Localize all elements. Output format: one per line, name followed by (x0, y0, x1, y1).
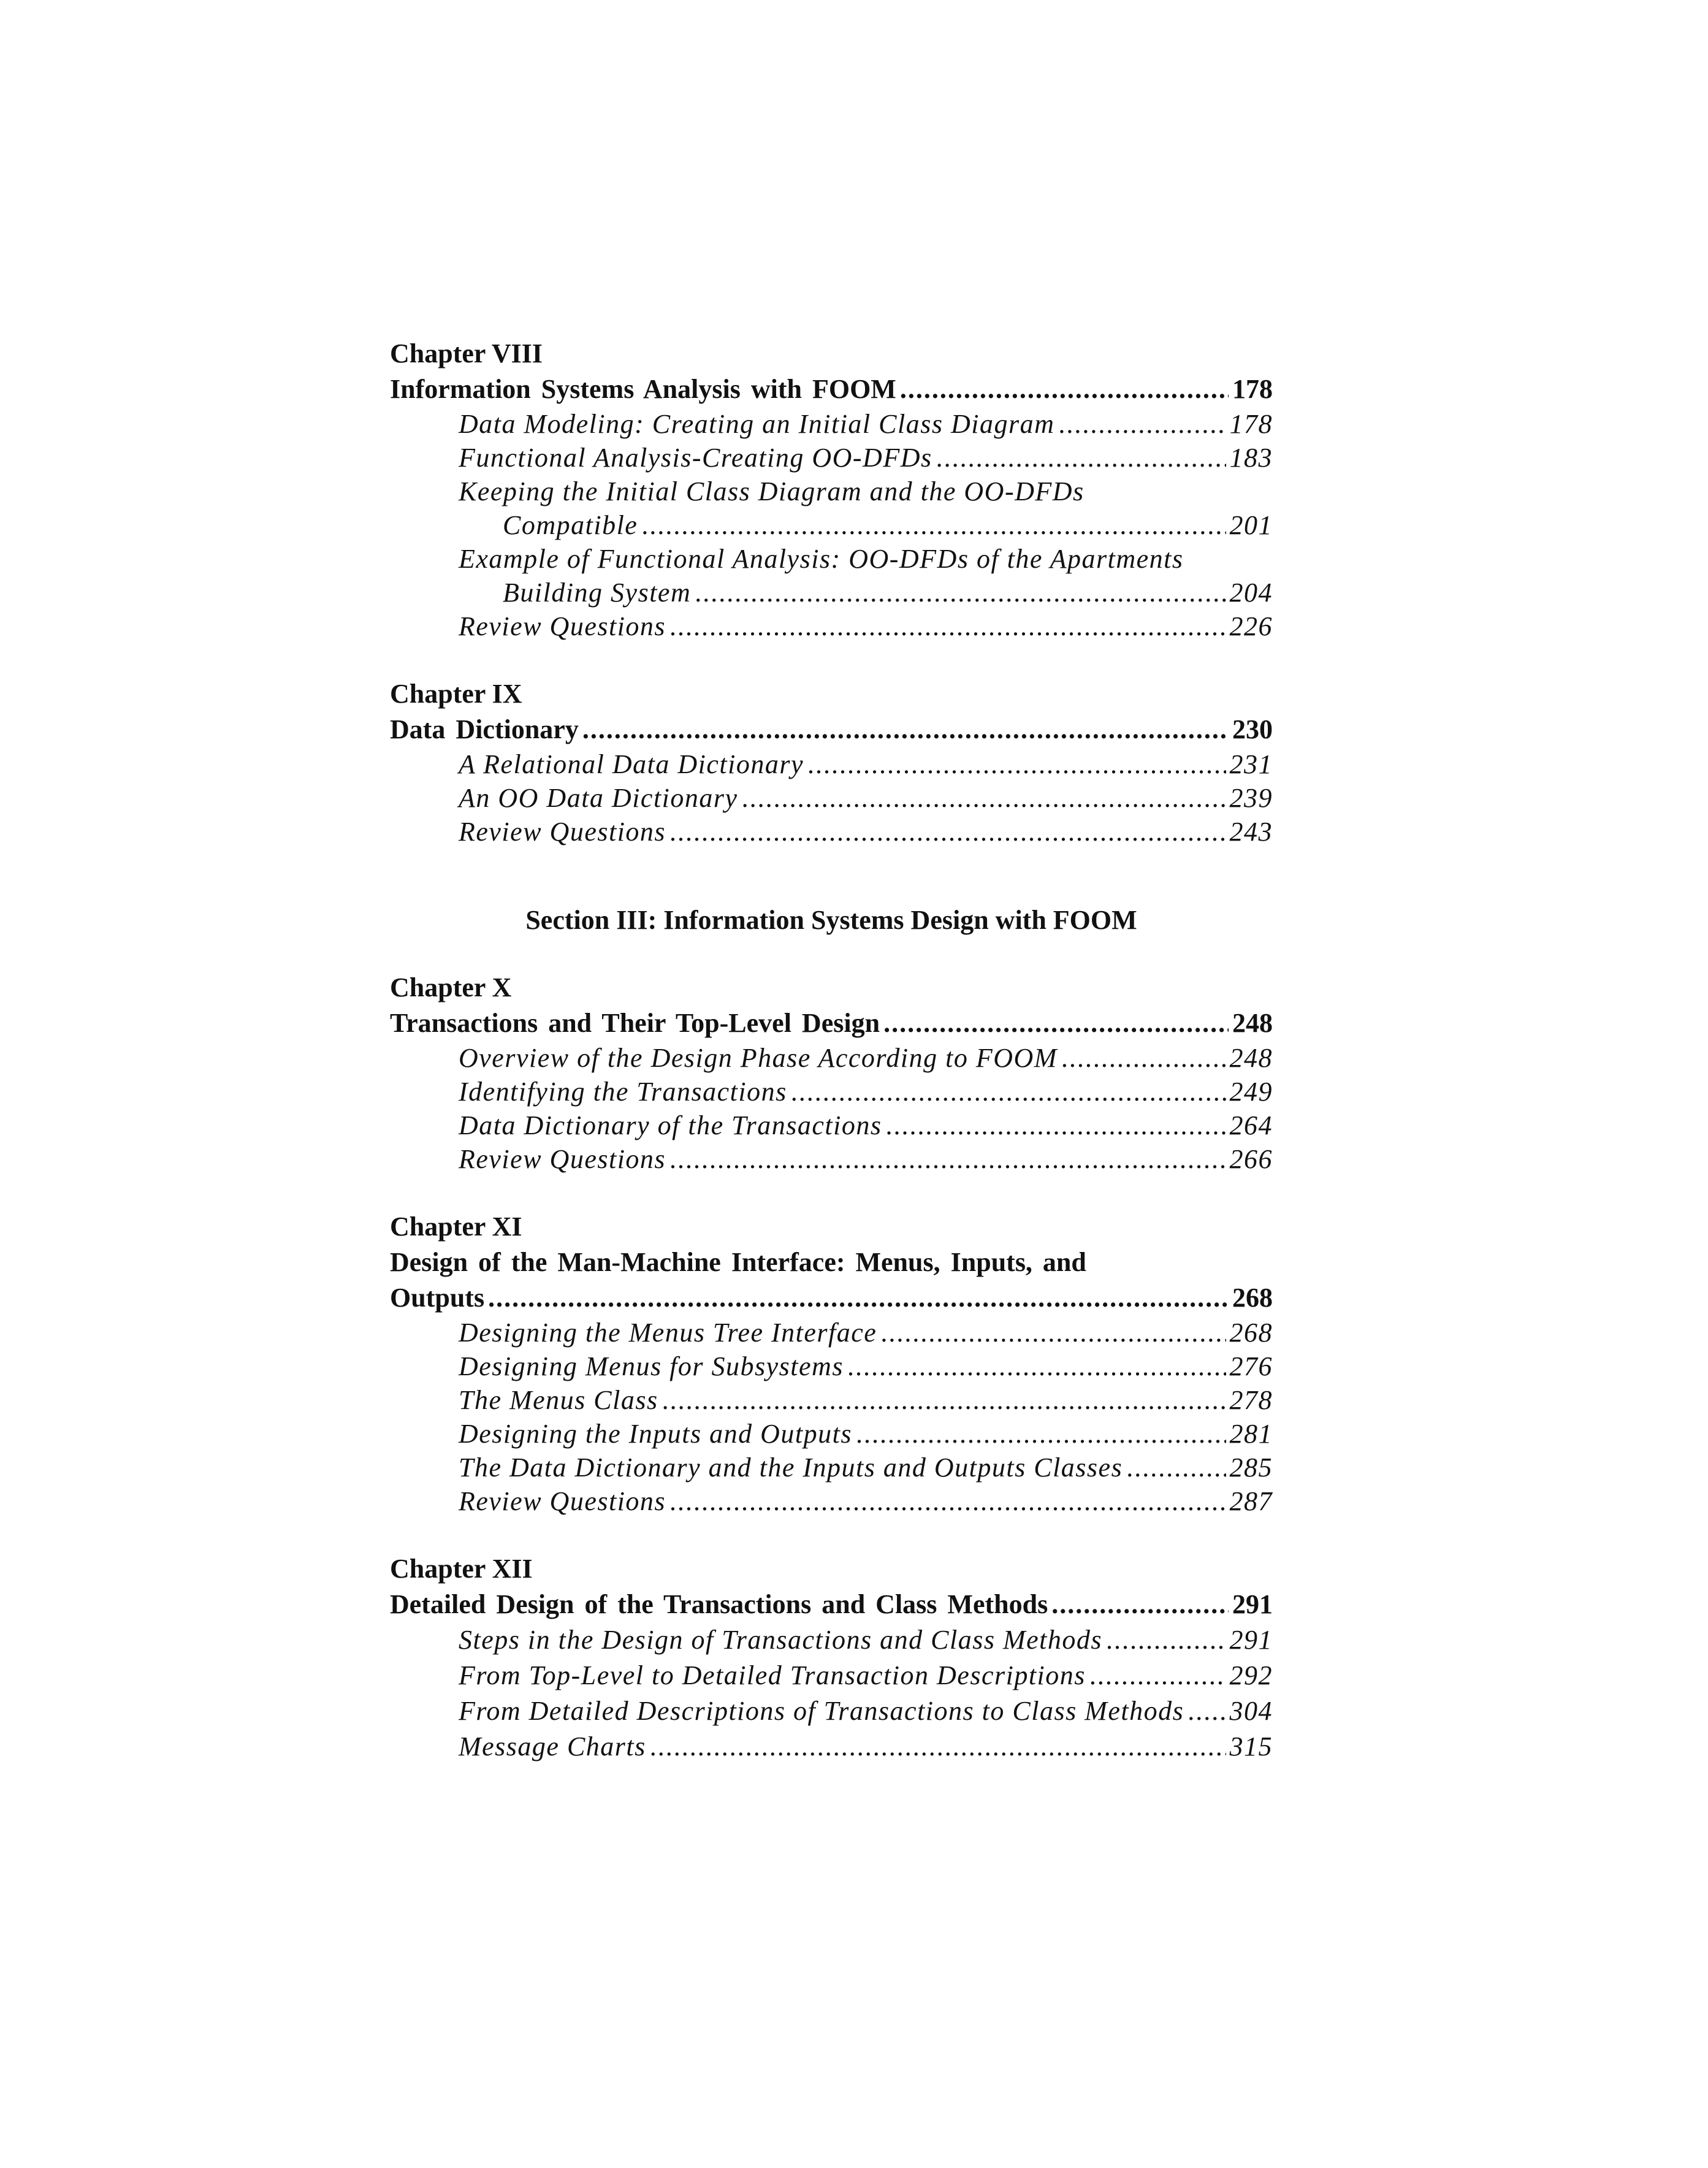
chapter-title: Detailed Design of the Transactions and Class Methods (390, 1589, 1048, 1619)
dot-leader (669, 1484, 1226, 1518)
page-number: 226 (1229, 611, 1273, 641)
page-number: 291 (1229, 1625, 1273, 1655)
entry-title: Review Questions (459, 817, 666, 847)
dot-leader (488, 1280, 1229, 1316)
toc-entry[interactable] (390, 781, 1273, 815)
chapter-title-line[interactable] (390, 372, 1273, 407)
entry-title: Review Questions (459, 611, 666, 641)
entry-title: Data Dictionary of the Transactions (459, 1110, 882, 1140)
toc-entry[interactable] (390, 407, 1273, 441)
spacer (390, 849, 1273, 903)
chapter-label: Chapter IX (390, 679, 522, 709)
page-number: 183 (1229, 443, 1273, 473)
page-number: 204 (1229, 578, 1273, 608)
page-number: 178 (1229, 409, 1273, 439)
toc-entry[interactable] (390, 1622, 1273, 1658)
dot-leader (650, 1729, 1226, 1765)
page-number: 285 (1229, 1452, 1273, 1483)
toc-entry-continuation[interactable] (390, 576, 1273, 609)
page-number: 201 (1229, 510, 1273, 540)
chapter-block-8 (390, 336, 1273, 643)
chapter-label: Chapter X (390, 972, 512, 1002)
dot-leader (847, 1349, 1226, 1383)
dot-leader (669, 815, 1226, 849)
toc-entry[interactable] (390, 1729, 1273, 1765)
dot-leader (807, 747, 1226, 781)
page-number: 287 (1229, 1486, 1273, 1516)
entry-title: Designing the Inputs and Outputs (459, 1419, 852, 1449)
dot-leader (1106, 1622, 1226, 1658)
dot-leader (1051, 1587, 1229, 1622)
toc-entry[interactable] (390, 1417, 1273, 1451)
dot-leader (880, 1316, 1226, 1349)
chapter-title-line[interactable] (390, 712, 1273, 747)
page-number: 178 (1232, 374, 1273, 404)
spacer (390, 938, 1273, 970)
page-number: 315 (1229, 1731, 1273, 1762)
toc-entry-first-line[interactable] (390, 542, 1273, 576)
dot-leader (669, 1142, 1226, 1176)
table-of-contents (390, 336, 1273, 1765)
toc-entry-first-line[interactable] (390, 475, 1273, 508)
chapter-title-line[interactable] (390, 1006, 1273, 1041)
toc-entry[interactable] (390, 1658, 1273, 1693)
page-number: 268 (1229, 1318, 1273, 1348)
entry-title: A Relational Data Dictionary (459, 749, 804, 779)
page-number: 248 (1229, 1043, 1273, 1073)
dot-leader (1188, 1693, 1226, 1729)
toc-entry[interactable] (390, 747, 1273, 781)
dot-leader (1126, 1451, 1226, 1484)
dot-leader (1061, 1041, 1226, 1075)
section-heading: Section III: Information Systems Design with FOOM (525, 905, 1137, 935)
toc-entry[interactable] (390, 1041, 1273, 1075)
entry-title: Designing Menus for Subsystems (459, 1351, 844, 1381)
page-number: 266 (1229, 1144, 1273, 1174)
chapter-label: Chapter XII (390, 1554, 533, 1584)
dot-leader (641, 508, 1226, 542)
chapter-title: Transactions and Their Top-Level Design (390, 1008, 880, 1038)
entry-title: Review Questions (459, 1144, 666, 1174)
chapter-block-9 (390, 676, 1273, 849)
chapter-block-10 (390, 970, 1273, 1176)
dot-leader (936, 441, 1226, 475)
entry-title: Keeping the Initial Class Diagram and the OO-DFDs (459, 476, 1085, 506)
spacer (390, 1518, 1273, 1551)
page-number: 230 (1232, 714, 1273, 744)
chapter-block-11 (390, 1209, 1273, 1518)
page-number: 276 (1229, 1351, 1273, 1381)
page-number: 264 (1229, 1110, 1273, 1140)
dot-leader (742, 781, 1226, 815)
toc-entry[interactable] (390, 1109, 1273, 1142)
chapter-block-12 (390, 1551, 1273, 1765)
dot-leader (695, 576, 1226, 609)
toc-entry[interactable] (390, 1383, 1273, 1417)
toc-entry[interactable] (390, 1316, 1273, 1349)
dot-leader (1058, 407, 1226, 441)
toc-entry-continuation[interactable] (390, 508, 1273, 542)
dot-leader (856, 1417, 1226, 1451)
page-number: 239 (1229, 783, 1273, 813)
entry-title: Building System (503, 578, 692, 608)
entry-title: The Menus Class (459, 1385, 658, 1415)
entry-title: Compatible (503, 510, 638, 540)
toc-entry[interactable] (390, 1349, 1273, 1383)
dot-leader (1089, 1658, 1226, 1693)
chapter-title-line[interactable] (390, 1280, 1273, 1316)
entry-title: From Detailed Descriptions of Transactions to Class Methods (459, 1696, 1184, 1726)
entry-title: From Top-Level to Detailed Transaction Descriptions (459, 1660, 1086, 1690)
toc-entry[interactable] (390, 1075, 1273, 1109)
spacer (390, 1176, 1273, 1209)
page-number: 304 (1229, 1696, 1273, 1726)
entry-title: Overview of the Design Phase According to FOOM (459, 1043, 1058, 1073)
entry-title: The Data Dictionary and the Inputs and Outputs Classes (459, 1452, 1123, 1483)
page-number: 249 (1229, 1077, 1273, 1107)
page-number: 281 (1229, 1419, 1273, 1449)
dot-leader (582, 712, 1229, 747)
page-number: 243 (1229, 817, 1273, 847)
spacer (390, 643, 1273, 676)
toc-entry[interactable] (390, 1693, 1273, 1729)
chapter-title: Data Dictionary (390, 714, 579, 744)
toc-entry[interactable] (390, 1142, 1273, 1176)
toc-entry[interactable] (390, 1484, 1273, 1518)
chapter-title-first-line[interactable]: Design of the Man-Machine Interface: Menus, Inputs, and (390, 1247, 1086, 1277)
dot-leader (669, 609, 1226, 643)
dot-leader (883, 1006, 1229, 1041)
entry-title: Example of Functional Analysis: OO-DFDs of the Apartments (459, 544, 1184, 574)
dot-leader (900, 372, 1229, 407)
page-number: 278 (1229, 1385, 1273, 1415)
page-number: 292 (1229, 1660, 1273, 1690)
entry-title: Steps in the Design of Transactions and Class Methods (459, 1625, 1102, 1655)
chapter-label: Chapter XI (390, 1212, 522, 1242)
entry-title: Functional Analysis-Creating OO-DFDs (459, 443, 932, 473)
chapter-title: Outputs (390, 1283, 485, 1313)
page-number: 268 (1232, 1283, 1273, 1313)
page-number: 291 (1232, 1589, 1273, 1619)
chapter-title: Information Systems Analysis with FOOM (390, 374, 896, 404)
dot-leader (662, 1383, 1226, 1417)
chapter-title-line[interactable] (390, 1587, 1273, 1622)
entry-title: Data Modeling: Creating an Initial Class Diagram (459, 409, 1055, 439)
dot-leader (791, 1075, 1226, 1109)
toc-entry[interactable] (390, 609, 1273, 643)
page-number: 248 (1232, 1008, 1273, 1038)
toc-entry[interactable] (390, 441, 1273, 475)
entry-title: Message Charts (459, 1731, 646, 1762)
entry-title: Review Questions (459, 1486, 666, 1516)
entry-title: Designing the Menus Tree Interface (459, 1318, 877, 1348)
toc-entry[interactable] (390, 815, 1273, 849)
entry-title: Identifying the Transactions (459, 1077, 787, 1107)
chapter-label: Chapter VIII (390, 338, 543, 368)
entry-title: An OO Data Dictionary (459, 783, 738, 813)
dot-leader (886, 1109, 1226, 1142)
toc-entry[interactable] (390, 1451, 1273, 1484)
page-number: 231 (1229, 749, 1273, 779)
